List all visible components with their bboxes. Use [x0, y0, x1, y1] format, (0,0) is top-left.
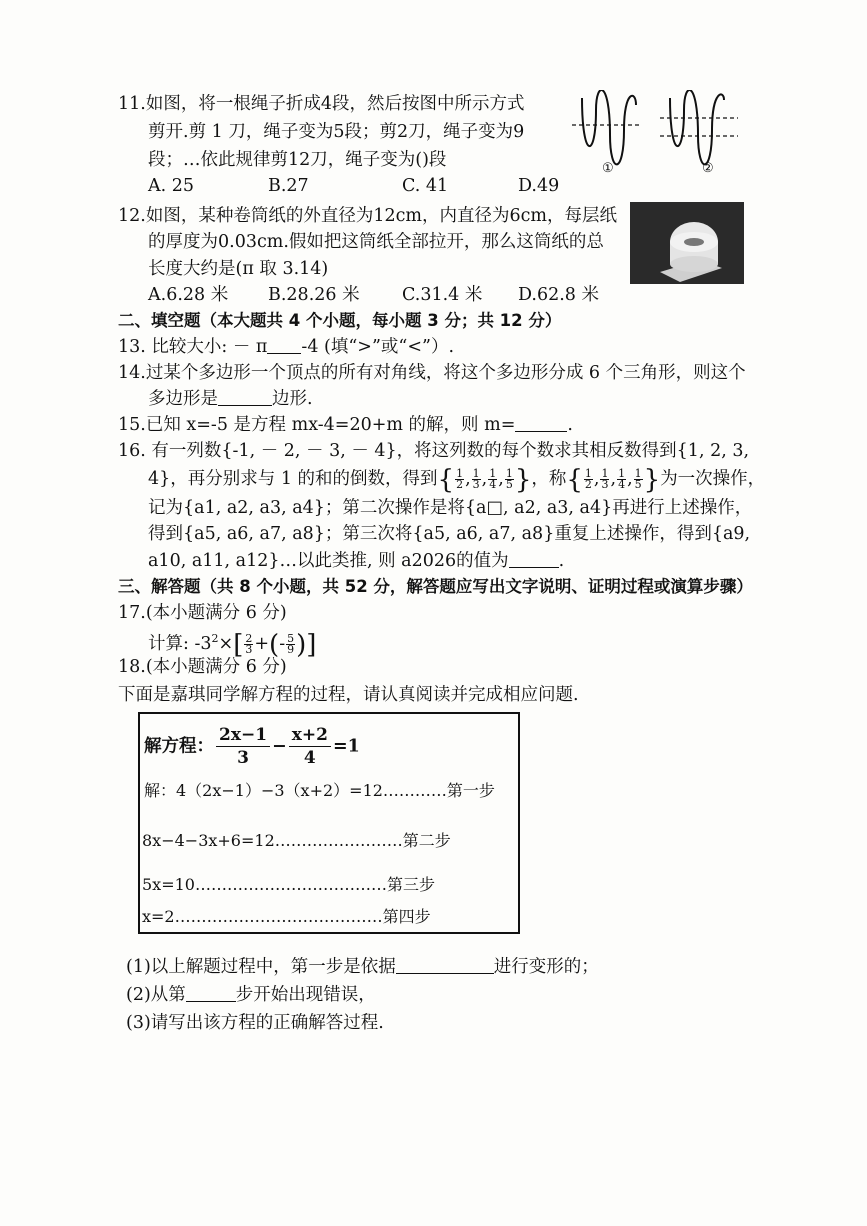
- rope-figure: [570, 90, 750, 180]
- q14-answer-blank[interactable]: [218, 389, 272, 406]
- q11-option-c: C. 41: [402, 176, 449, 196]
- q12-option-d: D.62.8 米: [518, 285, 599, 305]
- equation-rhs: =1: [332, 736, 360, 757]
- numerator: 1: [505, 467, 513, 480]
- sub1-prefix: (1)以上解题过程中，第一步是依据: [126, 957, 396, 977]
- denominator: 5: [634, 478, 642, 491]
- fraction: [634, 469, 643, 490]
- fraction-2: [286, 631, 295, 656]
- step-3: 5x=10………………………………第三步: [142, 875, 435, 894]
- sub2-answer-blank[interactable]: [186, 985, 236, 1002]
- q11-line3: 段；…依此规律剪12刀，绳子变为()段: [148, 150, 447, 170]
- q15-suffix: .: [567, 415, 573, 435]
- minus-sign: −: [272, 736, 287, 757]
- fraction: [455, 469, 464, 490]
- bracket-open: [: [233, 629, 244, 660]
- q12-option-a: A.6.28 米: [148, 285, 229, 305]
- rope-figure-2: [660, 90, 738, 164]
- q17-header: 17.(本小题满分 6 分): [118, 603, 287, 623]
- q16-line2-a: 4}，再分别求与 1 的和的倒数，得到: [148, 469, 438, 489]
- step-1: 解：4（2x−1）−3（x+2）=12…………第一步: [144, 781, 495, 800]
- brace-open: {: [437, 465, 455, 495]
- q13-suffix: -4 (填“>”或“<”）.: [301, 337, 455, 357]
- fraction: [584, 469, 593, 490]
- q12-line2: 的厚度为0.03cm.假如把这筒纸全部拉开，那么这筒纸的总: [148, 232, 604, 252]
- numerator: 2x−1: [216, 724, 270, 747]
- step-4: x=2…………………………………第四步: [142, 907, 431, 926]
- section-2-title: 二、填空题（本大题共 4 个小题，每小题 3 分；共 12 分）: [118, 311, 562, 330]
- bracket-close: ]: [306, 629, 317, 660]
- q12-line3: 长度大约是(π 取 3.14): [148, 259, 329, 279]
- step-2: 8x−4−3x+6=12……………………第二步: [142, 831, 451, 850]
- section-3-title: 三、解答题（共 8 个小题，共 52 分，解答题应写出文字说明、证明过程或演算步骤）: [118, 577, 753, 596]
- fraction: [617, 469, 626, 490]
- fraction: [600, 469, 609, 490]
- q16-line3: 记为{a1, a2, a3, a4}；第二次操作是将{a□, a2, a3, a4}再进行上述操作，: [148, 498, 753, 518]
- denominator: 9: [287, 642, 295, 656]
- brace-close: }: [643, 465, 661, 495]
- q11-option-a: A. 25: [148, 176, 195, 196]
- sub2-suffix: 步开始出现错误，: [235, 985, 376, 1005]
- paper-roll-image: [630, 202, 744, 284]
- paren-open: (: [269, 629, 280, 660]
- expr-exponent: 2: [211, 632, 219, 645]
- q14-prefix: 多边形是: [148, 389, 218, 409]
- denominator: 4: [618, 478, 626, 491]
- sub2-prefix: (2)从第: [126, 985, 186, 1005]
- brace-open: {: [566, 465, 583, 495]
- q14-line1: 14.过某个多边形一个顶点的所有对角线，将这个多边形分成 6 个三角形，则这个: [118, 363, 746, 383]
- q15-line: [118, 414, 573, 436]
- numerator: 1: [618, 467, 626, 480]
- q14-line2: [148, 388, 313, 410]
- q16-answer-blank[interactable]: [509, 551, 559, 568]
- q12-option-c: C.31.4 米: [402, 285, 483, 305]
- q14-suffix: 边形.: [272, 389, 313, 409]
- fraction-1: [244, 631, 253, 656]
- sub1-suffix: 进行变形的；: [493, 957, 599, 977]
- q12-line1: 12.如图，某种卷筒纸的外直径为12cm，内直径为6cm，每层纸: [118, 206, 618, 226]
- q13-prefix: 13. 比较大小: － π: [118, 337, 268, 357]
- denominator: 3: [472, 478, 480, 491]
- q13-line: [118, 336, 454, 358]
- equation-label: 解方程：: [144, 736, 214, 757]
- q16-line5: [148, 550, 564, 572]
- q18-header: 18.(本小题满分 6 分): [118, 657, 287, 677]
- figure-2-label: ②: [702, 161, 714, 176]
- q15-answer-blank[interactable]: [515, 415, 567, 432]
- q16-line2: 4}，再分别求与 1 的和的倒数，得到{ $\frac{1}{2}$ , $\frac{1}{3}$ , $\frac{1}{4}$ , $\frac{1}{5}$ }，称{ $\frac{1}{2}$ , $\frac{1}{3}$ , $\frac{1}{4}$ , $\frac{1}{5}$ }为一次操作，: [148, 465, 766, 495]
- equation-fraction-1: [216, 724, 270, 769]
- q11-line1: 11.如图，将一根绳子折成4段，然后按图中所示方式: [118, 94, 525, 114]
- q17-expression: 计算: $-3^2\times$[ $\frac{2}{3}$ +(- $\frac{5}{9}$ )]: [148, 629, 317, 660]
- numerator: 5: [287, 631, 295, 645]
- fraction: [505, 469, 514, 490]
- q18-sub2: [126, 984, 376, 1006]
- q16-line2-c: 为一次操作，: [660, 469, 766, 489]
- numerator: 2: [245, 631, 253, 645]
- denominator: 3: [245, 642, 253, 656]
- denominator: 4: [303, 748, 316, 768]
- q11-option-d: D.49: [518, 176, 560, 196]
- q15-prefix: 15.已知 x=-5 是方程 mx-4=20+m 的解，则 m=: [118, 415, 516, 435]
- figure-1-label: ①: [602, 161, 614, 176]
- q11-line2: 剪开.剪 1 刀，绳子变为5段；剪2刀，绳子变为9: [148, 122, 525, 142]
- sub1-answer-blank[interactable]: [396, 957, 494, 974]
- numerator: 1: [472, 467, 480, 480]
- denominator: 3: [601, 478, 609, 491]
- times-sign: ×: [218, 633, 234, 654]
- solution-box: [138, 712, 520, 934]
- denominator: 4: [489, 478, 497, 491]
- paren-close: ): [296, 629, 307, 660]
- q16-line5-prefix: a10, a11, a12}…以此类推, 则 a2026的值为: [148, 551, 509, 571]
- numerator: x+2: [289, 724, 331, 747]
- fraction: [472, 469, 481, 490]
- q17-calc-label: 计算:: [148, 633, 195, 654]
- numerator: 1: [456, 467, 464, 480]
- q18-sub3: (3)请写出该方程的正确解答过程.: [126, 1013, 384, 1033]
- q16-line1: 16. 有一列数{-1, － 2, － 3, － 4}，将这列数的每个数求其相反数得到{1, 2, 3,: [118, 441, 750, 461]
- brace-close: }: [514, 465, 532, 495]
- numerator: 1: [601, 467, 609, 480]
- denominator: 3: [237, 748, 249, 768]
- numerator: 1: [634, 467, 642, 480]
- denominator: 2: [456, 478, 464, 491]
- numerator: 1: [584, 467, 592, 480]
- equation-line: [144, 724, 360, 769]
- q18-intro: 下面是嘉琪同学解方程的过程，请认真阅读并完成相应问题.: [118, 685, 579, 705]
- denominator: 2: [584, 478, 592, 491]
- q18-sub1: [126, 956, 599, 978]
- numerator: 1: [489, 467, 497, 480]
- q16-line4: 得到{a5, a6, a7, a8}；第三次将{a5, a6, a7, a8}重复上述操作，得到{a9,: [148, 524, 751, 544]
- q16-line5-suffix: .: [558, 551, 565, 571]
- expr-base: -3: [194, 633, 212, 654]
- rope-figure-1: [572, 90, 640, 164]
- paper-roll-photo: [630, 202, 744, 284]
- equation-fraction-2: [289, 724, 331, 769]
- q12-option-b: B.28.26 米: [268, 285, 360, 305]
- plus-sign: +: [254, 633, 270, 654]
- q13-answer-blank[interactable]: [267, 337, 301, 354]
- q11-option-b: B.27: [268, 176, 309, 196]
- q16-line2-b: ，称: [531, 469, 567, 489]
- denominator: 5: [505, 478, 513, 491]
- fraction: [488, 469, 497, 490]
